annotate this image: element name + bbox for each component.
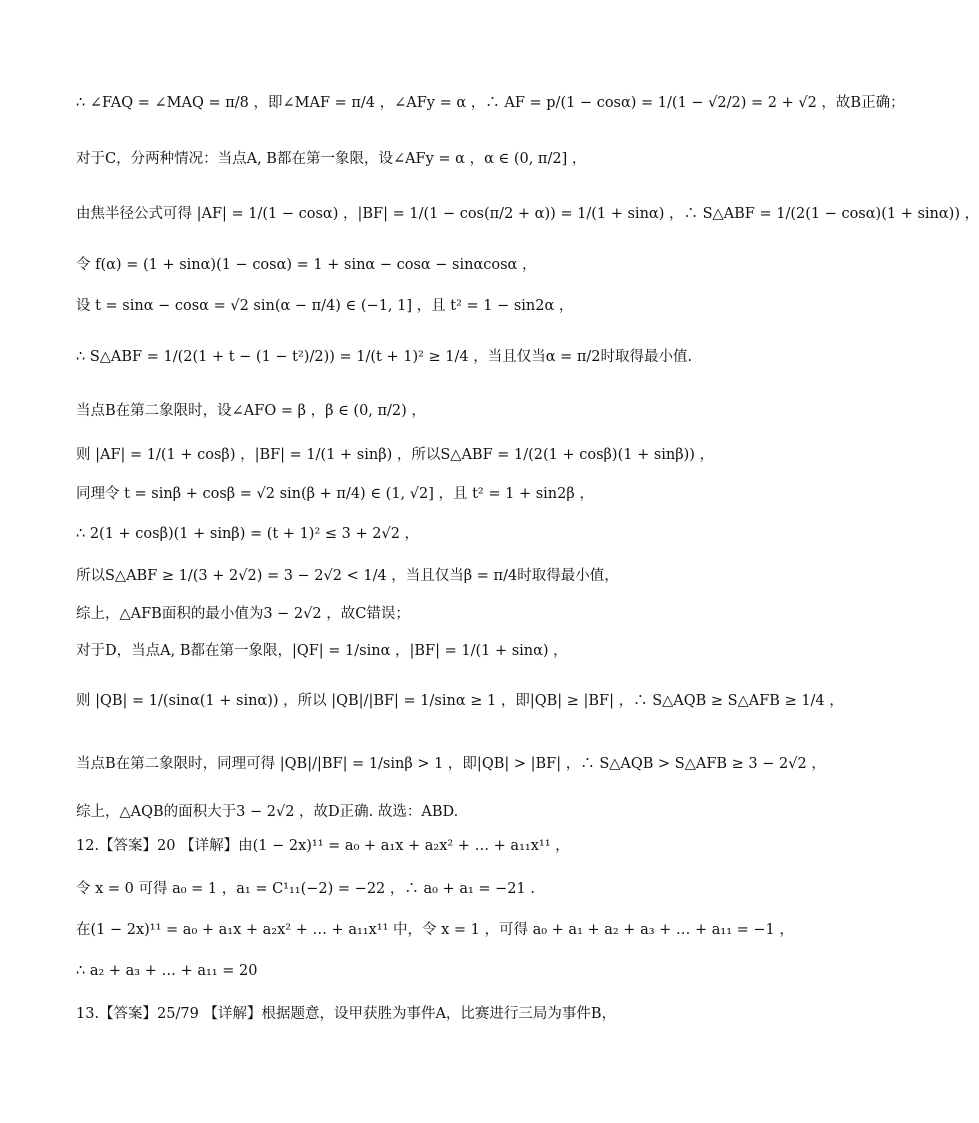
- text-line: 所以S△ABF ≥ 1/(3 + 2√2) = 3 − 2√2 < 1/4 ，当且仅当β = π/4时取得最小值，: [76, 568, 619, 584]
- text-line: 对于D，当点A, B都在第一象限，|QF| = 1/sinα ，|BF| = 1/(1 + sinα) ，: [76, 643, 568, 659]
- text-line: 设 t = sinα − cosα = √2 sin(α − π/4) ∈ (−1, 1] ，且 t² = 1 − sin2α ，: [76, 298, 574, 314]
- text-line: 令 f(α) = (1 + sinα)(1 − cosα) = 1 + sinα − cosα − sinαcosα ，: [76, 257, 537, 273]
- text-line: ∴ 2(1 + cosβ)(1 + sinβ) = (t + 1)² ≤ 3 + 2√2 ，: [76, 526, 420, 542]
- text-line: 当点B在第二象限时，同理可得 |QB|/|BF| = 1/sinβ > 1 ，即|QB| > |BF| ，∴ S△AQB > S△AFB ≥ 3 − 2√2 ，: [76, 756, 826, 772]
- text-line: 当点B在第二象限时，设∠AFO = β ，β ∈ (0, π/2) ，: [76, 403, 426, 419]
- text-line: 由焦半径公式可得 |AF| = 1/(1 − cosα) ，|BF| = 1/(1 − cos(π/2 + α)) = 1/(1 + sinα) ，∴ S△ABF = 1/(2(1 − cosα)(1 + sinα)) ，: [76, 206, 979, 222]
- text-line: ∴ S△ABF = 1/(2(1 + t − (1 − t²)/2)) = 1/(t + 1)² ≥ 1/4 ，当且仅当α = π/2时取得最小值.: [76, 349, 693, 365]
- text-line: 同理令 t = sinβ + cosβ = √2 sin(β + π/4) ∈ (1, √2] ，且 t² = 1 + sin2β ，: [76, 486, 594, 502]
- text-line: 12.【答案】20 【详解】由(1 − 2x)¹¹ = a₀ + a₁x + a₂x² + … + a₁₁x¹¹ ，: [76, 838, 570, 854]
- text-line: 令 x = 0 可得 a₀ = 1 ，a₁ = C¹₁₁(−2) = −22 ，∴ a₀ + a₁ = −21 .: [76, 881, 535, 897]
- text-line: 对于C，分两种情况：当点A, B都在第一象限，设∠AFy = α ，α ∈ (0, π/2] ，: [76, 151, 587, 167]
- text-line: ∴ a₂ + a₃ + … + a₁₁ = 20: [76, 963, 258, 979]
- text-line: 综上，△AFB面积的最小值为3 − 2√2 ，故C错误；: [76, 606, 410, 622]
- text-line: 13.【答案】25/79 【详解】根据题意，设甲获胜为事件A，比赛进行三局为事件B，: [76, 1006, 617, 1022]
- text-line: 则 |QB| = 1/(sinα(1 + sinα)) ，所以 |QB|/|BF| = 1/sinα ≥ 1 ，即|QB| ≥ |BF| ，∴ S△AQB ≥ S△AFB ≥ 1/4 ，: [76, 693, 844, 709]
- text-line: ∴ ∠FAQ = ∠MAQ = π/8 ，即∠MAF = π/4 ，∠AFy = α ，∴ AF = p/(1 − cosα) = 1/(1 − √2/2) = 2 + √2 ，故B正确；: [76, 95, 905, 111]
- text-line: 在(1 − 2x)¹¹ = a₀ + a₁x + a₂x² + … + a₁₁x¹¹ 中，令 x = 1 ，可得 a₀ + a₁ + a₂ + a₃ + … + a₁₁ = −1 ，: [76, 922, 794, 938]
- text-line: 综上，△AQB的面积大于3 − 2√2 ，故D正确. 故选：ABD.: [76, 804, 459, 820]
- text-line: 则 |AF| = 1/(1 + cosβ) ，|BF| = 1/(1 + sinβ) ，所以S△ABF = 1/(2(1 + cosβ)(1 + sinβ)) ，: [76, 447, 715, 463]
